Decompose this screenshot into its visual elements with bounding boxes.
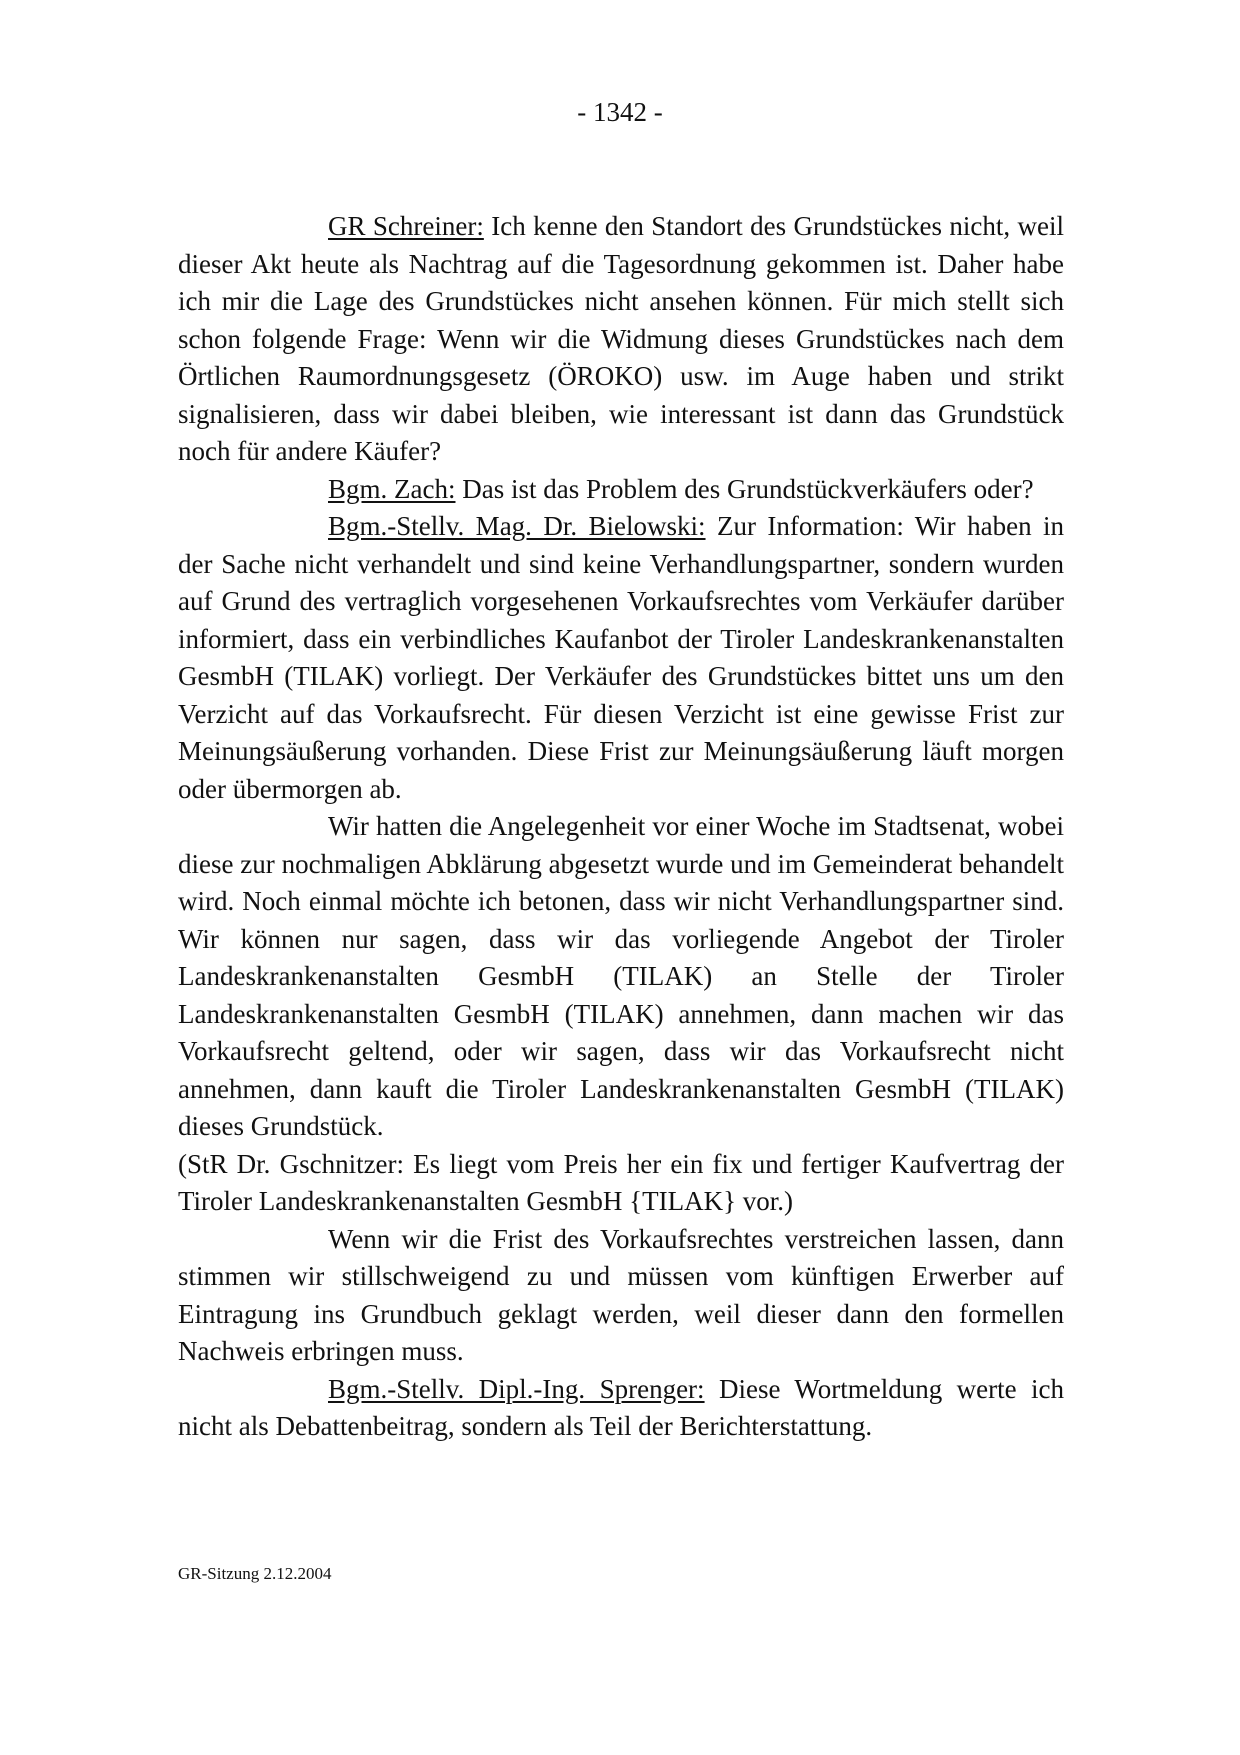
paragraph-bielowski-continued — [178, 808, 1064, 1146]
paragraph-text: (StR Dr. Gschnitzer: Es liegt vom Preis her ein fix und fertiger Kaufvertrag der Tiroler Landeskrankenanstalten GesmbH {TILAK} vor.) — [178, 1148, 1064, 1216]
paragraph-bielowski-final — [178, 1221, 1064, 1371]
footer-session-date: GR-Sitzung 2.12.2004 — [178, 1564, 332, 1583]
speaker-name: GR Schreiner: — [328, 211, 484, 241]
protocol-text — [178, 208, 1064, 1446]
paragraph-interjection-gschnitzer — [178, 1146, 1064, 1221]
paragraph-bielowski — [178, 508, 1064, 808]
page-number: - 1342 - — [577, 97, 663, 127]
speaker-name: Bgm. Zach: — [328, 473, 456, 504]
paragraph-text: Zur Information: Wir haben in der Sache nicht verhandelt und sind keine Verhandlungspartner, sondern wurden auf Grund des vertraglich vorgesehenen Vorkaufsrechtes vom Verkäufer darüber informiert, dass ein verbindliches Kaufanbot der Tiroler Landeskrankenanstalten GesmbH (TILAK) vorliegt. Der Verkäufer des Grundstückes bittet uns um den Verzicht auf das Vorkaufsrecht. Für diesen Verzicht ist eine gewisse Frist zur Meinungsäußerung vorhanden. Diese Frist zur Meinungsäußerung läuft morgen oder übermorgen ab. — [178, 511, 1064, 804]
paragraph-sprenger — [178, 1371, 1064, 1446]
paragraph-text: Das ist das Problem des Grundstückverkäufers oder? — [455, 473, 1034, 504]
paragraph-text: Wenn wir die Frist des Vorkaufsrechtes verstreichen lassen, dann stimmen wir stillschweigend zu und müssen vom künftigen Erwerber auf Eintragung ins Grundbuch geklagt werden, weil dieser dann den formellen Nachweis erbringen muss. — [178, 1223, 1064, 1366]
paragraph-zach — [178, 471, 1064, 509]
paragraph-text: Ich kenne den Standort des Grundstückes nicht, weil dieser Akt heute als Nachtrag auf die Tagesordnung gekommen ist. Daher habe ich mir die Lage des Grundstückes nicht ansehen können. Für mich stellt sich schon folgende Frage: Wenn wir die Widmung dieses Grundstückes nach dem Örtlichen Raumordnungsgesetz (ÖROKO) usw. im Auge haben und strikt signalisieren, dass wir dabei bleiben, wie interessant ist dann das Grundstück noch für andere Käufer? — [178, 211, 1064, 466]
paragraph-text: Wir hatten die Angelegenheit vor einer Woche im Stadtsenat, wobei diese zur nochmaligen Abklärung abgesetzt wurde und im Gemeinderat behandelt wird. Noch einmal möchte ich betonen, dass wir nicht Verhandlungspartner sind. Wir können nur sagen, dass wir das vorliegende Angebot der Tiroler Landeskrankenanstalten GesmbH (TILAK) an Stelle der Tiroler Landeskrankenanstalten GesmbH (TILAK) annehmen, dann machen wir das Vorkaufsrecht geltend, oder wir sagen, dass wir das Vorkaufsrecht nicht annehmen, dann kauft die Tiroler Landeskrankenanstalten GesmbH (TILAK) dieses Grundstück. — [178, 811, 1064, 1141]
speaker-name: Bgm.-Stellv. Dipl.-Ing. Sprenger: — [328, 1373, 705, 1404]
paragraph-text: Diese Wortmeldung werte ich nicht als Debattenbeitrag, sondern als Teil der Berichterstattung. — [178, 1373, 1064, 1441]
paragraph-schreiner — [178, 208, 1064, 471]
speaker-name: Bgm.-Stellv. Mag. Dr. Bielowski: — [328, 511, 706, 541]
